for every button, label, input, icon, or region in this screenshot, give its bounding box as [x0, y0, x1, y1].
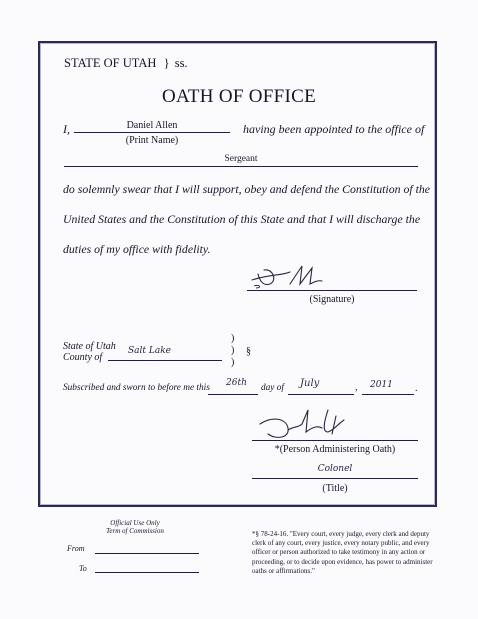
jurat-month-value: July: [300, 378, 320, 389]
state-label: STATE OF UTAH: [64, 56, 157, 70]
title-value: Colonel: [317, 464, 353, 474]
jurat-year-value: 2011: [370, 380, 393, 390]
state-header: [64, 56, 188, 71]
section-symbol: §: [246, 346, 251, 357]
officer-signature: [250, 262, 330, 292]
administrator-caption: *(Person Administering Oath): [274, 444, 396, 455]
to-line: [95, 572, 199, 573]
print-name-line: [74, 132, 230, 133]
statute-text: *§ 78-24-16. "Every court, every judge, every clerk and deputy clerk of any court, every justice, every notary public, and every officer or person authorized to take testimony in any action or proceeding, or to decide upon evidence, has power to administer oaths or affirmations.": [252, 530, 433, 575]
county-line: [108, 360, 222, 361]
oath-prefix: I,: [63, 122, 70, 136]
oath-text-line-2: United States and the Constitution of this State and that I will discharge the: [63, 212, 421, 226]
title-line: [252, 478, 418, 479]
official-use-label: Official Use Only: [110, 519, 160, 527]
jurat-prefix: Subscribed and sworn to before me this: [63, 383, 210, 393]
from-label: From: [67, 544, 85, 553]
jurat-comma: ,: [355, 382, 358, 393]
oath-text-line-1: do solemnly swear that I will support, obey and defend the Constitution of the: [63, 182, 430, 196]
brace-symbol: }: [163, 56, 170, 70]
venue-state-label: State of Utah: [63, 341, 116, 352]
jurat-day-line: [208, 394, 258, 395]
venue-paren-1: ): [231, 333, 235, 344]
term-of-commission-label: Term of Commission: [106, 527, 164, 535]
title-caption: (Title): [322, 483, 348, 494]
signature-line: [247, 290, 417, 291]
form-border: [38, 41, 437, 507]
to-label: To: [79, 564, 87, 573]
jurat-month-line: [288, 394, 354, 395]
office-value: Sergeant: [224, 154, 258, 164]
administrator-signature: [258, 406, 358, 442]
signature-caption: (Signature): [309, 294, 355, 305]
print-name-caption: (Print Name): [125, 135, 179, 146]
page-title: OATH OF OFFICE: [161, 86, 317, 107]
jurat-period: .: [415, 383, 418, 394]
oath-text-line-3: duties of my office with fidelity.: [63, 242, 211, 256]
county-value: Salt Lake: [128, 346, 172, 356]
office-line: [64, 166, 418, 167]
jurat-day-value: 26th: [226, 378, 247, 388]
administrator-line: [252, 440, 418, 441]
appointment-phrase: having been appointed to the office of: [243, 122, 425, 136]
print-name-value: Daniel Allen: [126, 120, 178, 131]
jurat-day-of: day of: [261, 383, 284, 393]
from-line: [95, 553, 199, 554]
venue-county-label: County of: [63, 352, 103, 363]
jurat-year-line: [362, 394, 414, 395]
venue-paren-3: ): [231, 357, 235, 368]
venue-paren-2: ): [231, 345, 235, 356]
ss-label: ss.: [174, 56, 188, 70]
